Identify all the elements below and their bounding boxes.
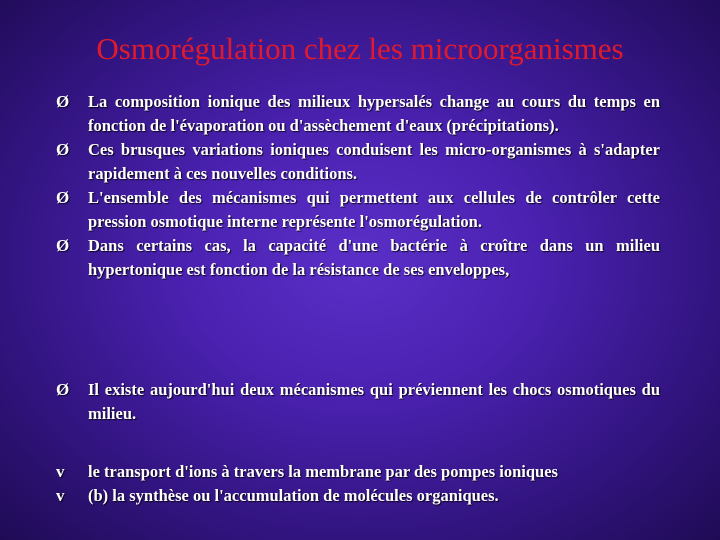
slide-title: Osmorégulation chez les microorganismes	[96, 31, 624, 66]
bullet-item-1	[56, 90, 660, 138]
arrow-bullet-icon: Ø	[56, 140, 70, 159]
bullet-item-4	[56, 234, 660, 282]
arrow-bullet-icon: Ø	[56, 92, 70, 111]
bullet-list-mechanisms	[56, 460, 660, 508]
bullet-item-3	[56, 186, 660, 234]
bullet-item-7	[56, 484, 660, 508]
bullet-list-mechanisms-intro	[56, 378, 660, 426]
bullet-text: Dans certains cas, la capacité d'une bactérie à croître dans un milieu hypertonique est fonction de la résistance de ses enveloppes,	[88, 236, 660, 279]
bullet-text: L'ensemble des mécanismes qui permettent aux cellules de contrôler cette pression osmotique interne représente l'osmorégulation.	[88, 188, 660, 231]
diamond-bullet-icon: v	[56, 462, 65, 481]
bullet-text: La composition ionique des milieux hypersalés change au cours du temps en fonction de l'évaporation ou d'assèchement d'eaux (précipitations).	[88, 92, 660, 135]
bullet-text: Il existe aujourd'hui deux mécanismes qui préviennent les chocs osmotiques du milieu.	[88, 380, 660, 423]
bullet-text: le transport d'ions à travers la membrane par des pompes ioniques	[88, 462, 558, 481]
bullet-item-6	[56, 460, 660, 484]
diamond-bullet-icon: v	[56, 486, 65, 505]
bullet-text: Ces brusques variations ioniques conduisent les micro-organismes à s'adapter rapidement à ces nouvelles conditions.	[88, 140, 660, 183]
bullet-text: (b) la synthèse ou l'accumulation de molécules organiques.	[88, 486, 499, 505]
arrow-bullet-icon: Ø	[56, 380, 70, 399]
arrow-bullet-icon: Ø	[56, 236, 70, 255]
bullet-item-2	[56, 138, 660, 186]
arrow-bullet-icon: Ø	[56, 188, 70, 207]
bullet-item-5	[56, 378, 660, 426]
bullet-list-main	[56, 90, 660, 282]
